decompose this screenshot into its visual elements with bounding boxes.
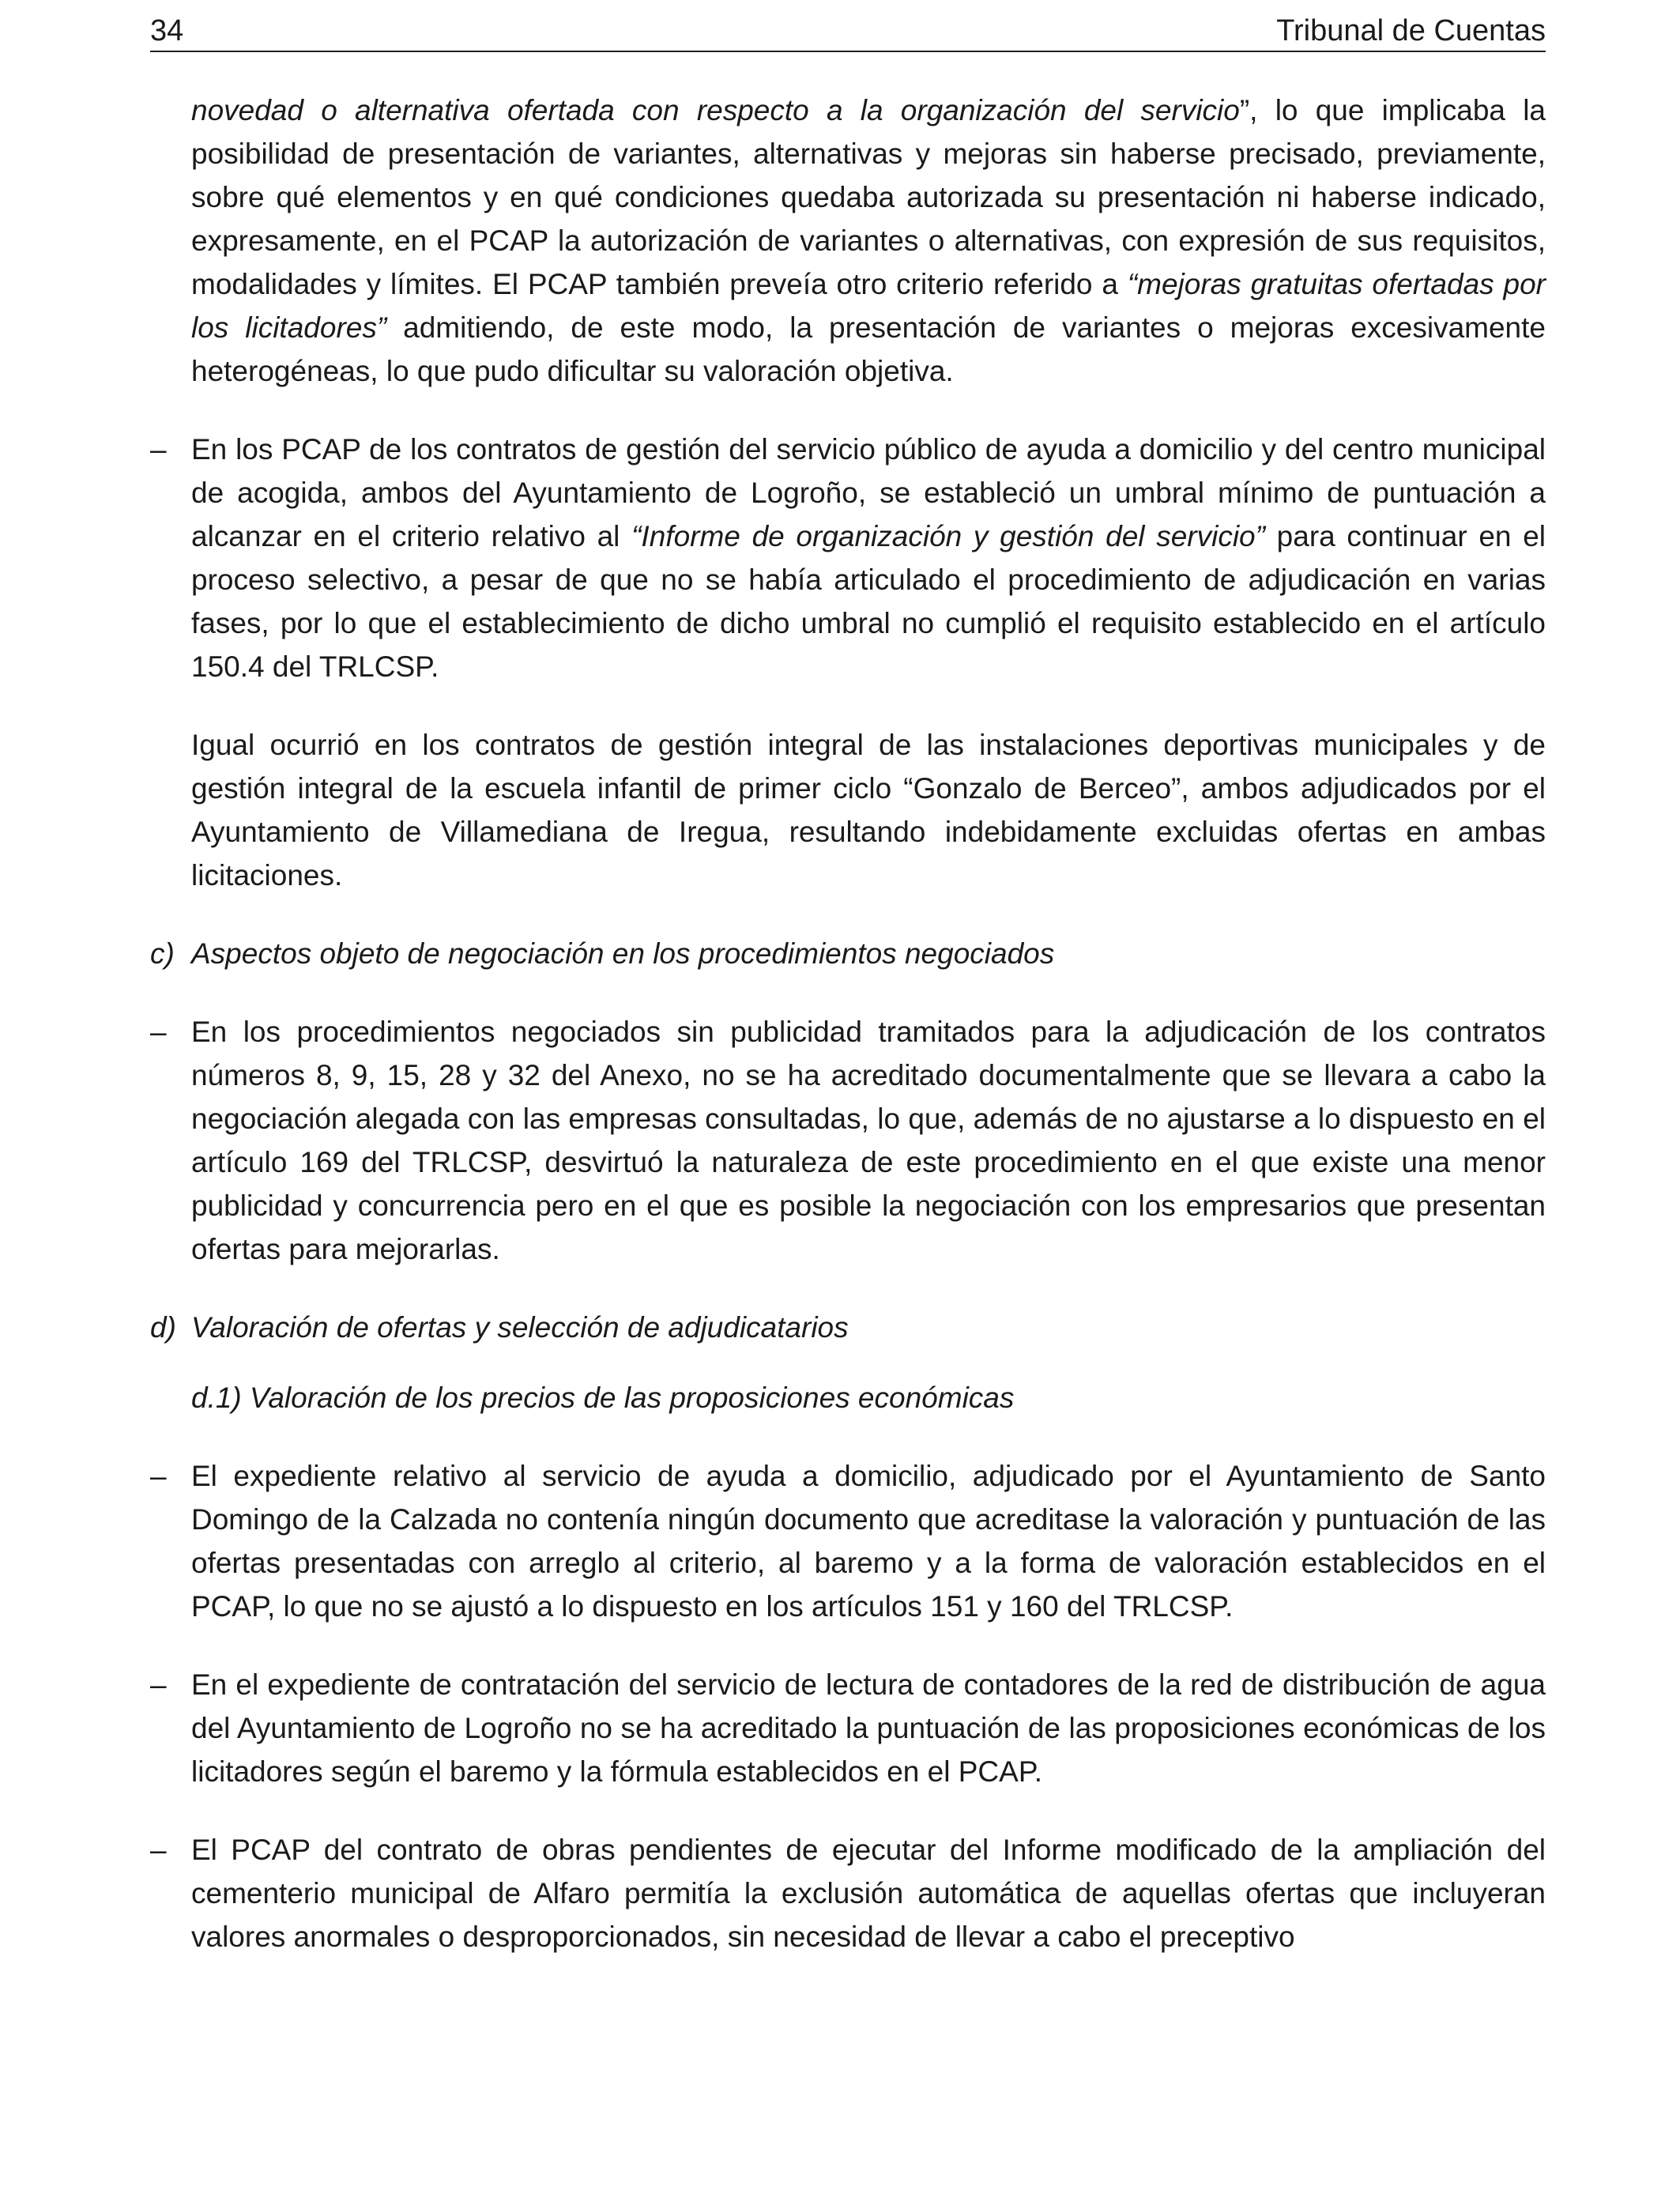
page-header [150,11,1546,52]
header-title: Tribunal de Cuentas [1276,14,1546,47]
bullet-text: El expediente relativo al servicio de ayuda a domicilio, adjudicado por el Ayuntamiento de Santo Domingo de la Calzada no contenía ningún documento que acreditase la valoración y puntuación de las ofertas presentadas con arreglo al criterio, al baremo y a la forma de valoración establecidos en el PCAP, lo que no se ajustó a lo dispuesto en los artículos 151 y 160 del TRLCSP. [191,1460,1546,1623]
bullet-item [150,1454,1546,1628]
dash-bullet: – [150,1016,167,1048]
bullet-item [150,1010,1546,1271]
bullet-text: En el expediente de contratación del servicio de lectura de contadores de la red de distribución de agua del Ayuntamiento de Logroño no se ha acreditado la puntuación de las proposiciones económicas de los licitadores según el baremo y la fórmula establecidos en el PCAP. [191,1668,1546,1788]
dash-bullet: – [150,433,167,466]
dash-bullet: – [150,1834,167,1866]
bullet-text [191,428,1546,688]
section-title: Aspectos objeto de negociación en los procedimientos negociados [191,937,1055,970]
subsection-heading: d.1) Valoración de los precios de las proposiciones económicas [191,1382,1015,1414]
bullet-item [150,428,1546,688]
bullet-text-part: para continuar en el proceso selectivo, a pesar de que no se había articulado el procedimiento de adjudicación en varias fases, por lo que el establecimiento de dicho umbral no cumplió el requisito establecido en el artículo 150.4 del TRLCSP. [191,520,1546,683]
section-label: c) [150,937,175,970]
document-body [150,89,1546,1958]
page-number: 34 [150,14,184,47]
italic-quote: novedad o alternativa ofertada con respecto a la organización del servicio [191,94,1240,126]
bullet-text-part: En los PCAP de los contratos de gestión del servicio público de ayuda a domicilio y del centro municipal de acogida, ambos del Ayuntamiento de Logroño, se estableció un umbral mínimo de puntuación a alcanzar en el criterio relativo al [191,433,1546,552]
bullet-item [150,1663,1546,1793]
italic-quote: “mejoras gratuitas ofertadas por los licitadores” [191,268,1546,344]
paragraph: Igual ocurrió en los contratos de gestión integral de las instalaciones deportivas municipales y de gestión integral de la escuela infantil de primer ciclo “Gonzalo de Berceo”, ambos adjudicados por el Ayuntamiento de Villamediana de Iregua, resultando indebidamente excluidas ofertas en ambas licitaciones. [191,729,1546,892]
dash-bullet: – [150,1668,167,1701]
section-title: Valoración de ofertas y selección de adjudicatarios [191,1311,849,1344]
bullet-text: El PCAP del contrato de obras pendientes de ejecutar del Informe modificado de la ampliación del cementerio municipal de Alfaro permitía la exclusión automática de aquellas ofertas que incluyeran valores anormales o desproporcionados, sin necesidad de llevar a cabo el preceptivo [191,1834,1546,1953]
section-heading-c [150,932,1546,975]
paragraph-text: ”, lo que implicaba la posibilidad de presentación de variantes, alternativas y mejoras sin haberse precisado, previamente, sobre qué elementos y en qué condiciones quedaba autorizada su presentación ni haberse indicado, expresamente, en el PCAP la autorización de variantes o alternativas, con expresión de sus requisitos, modalidades y límites. El PCAP también preveía otro criterio referido a [191,94,1546,300]
bullet-item [150,1828,1546,1958]
section-heading-d [150,1306,1546,1349]
italic-quote: “Informe de organización y gestión del servicio” [631,520,1265,552]
section-label: d) [150,1311,176,1344]
dash-bullet: – [150,1460,167,1492]
paragraph-text: admitiendo, de este modo, la presentación de variantes o mejoras excesivamente heterogéneas, lo que pudo dificultar su valoración objetiva. [191,311,1546,387]
bullet-text: En los procedimientos negociados sin publicidad tramitados para la adjudicación de los contratos números 8, 9, 15, 28 y 32 del Anexo, no se ha acreditado documentalmente que se llevara a cabo la negociación alegada con las empresas consultadas, lo que, además de no ajustarse a lo dispuesto en el artículo 169 del TRLCSP, desvirtuó la naturaleza de este procedimiento en el que existe una menor publicidad y concurrencia pero en el que es posible la negociación con los empresarios que presentan ofertas para mejorarlas. [191,1016,1546,1265]
paragraph-continuation [150,89,1546,393]
